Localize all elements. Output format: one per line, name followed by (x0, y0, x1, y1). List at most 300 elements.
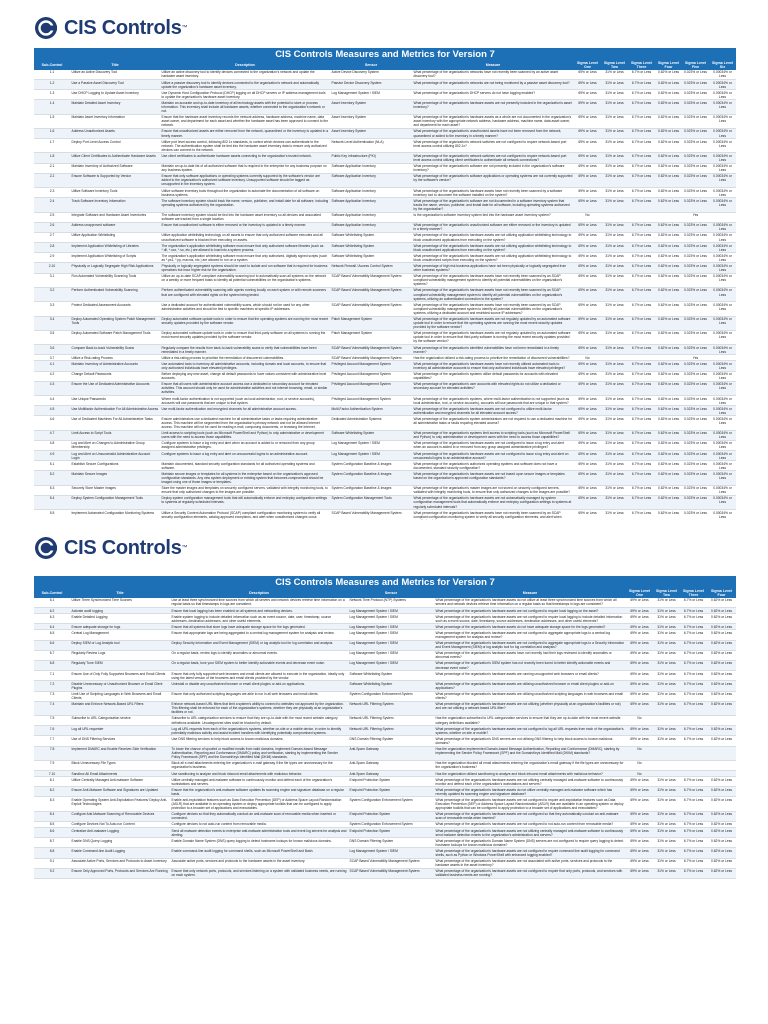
sensor-cell: Passive Device Discovery System (330, 80, 412, 90)
sigma-level-cell: 6.7% or Less (628, 253, 655, 263)
title-cell: Enable Operating System Anti-Exploitation Features/ Deploy Anti-Exploit Technologies (70, 797, 170, 811)
sigma-level-cell: 0.023% or Less (682, 485, 709, 495)
sigma-level-cell: 31% or Less (601, 485, 628, 495)
table-row (34, 736, 736, 746)
sensor-cell: Software Whitelisting System (330, 253, 412, 263)
sigma-level-cell: 6.7% or Less (680, 736, 707, 746)
sigma-level-cell: 69% or Less (574, 302, 601, 316)
sigma-level-cell: 6.7% or Less (628, 273, 655, 287)
sigma-level-cell: 0.62% or Less (655, 253, 682, 263)
sigma-level-cell: 6.7% or Less (628, 263, 655, 273)
sigma-level-cell: 69% or Less (626, 691, 653, 701)
sigma-level-cell: 69% or Less (626, 868, 653, 878)
sigma-level-cell: Yes (682, 212, 709, 222)
sensor-cell: Patch Management System (330, 316, 412, 330)
sub-control-cell: 2.7 (34, 232, 70, 242)
sensor-cell: DNS Domain Filtering System (348, 838, 434, 848)
sigma-level-cell: 0.62% or Less (655, 495, 682, 509)
sigma-level-cell: 69% or Less (574, 243, 601, 253)
sigma-level-cell: 6.7% or Less (680, 848, 707, 858)
title-cell: Enable Detailed Logging (70, 614, 170, 624)
sigma-level-cell: 0.62% or Less (655, 173, 682, 187)
sigma-level-cell: 31% or Less (601, 396, 628, 406)
sigma-level-cell: 6.7% or Less (680, 797, 707, 811)
sigma-level-cell: 6.7% or Less (680, 608, 707, 614)
description-cell: Ensure that only authorized scripting languages are able to run in all web browsers and email clients. (170, 691, 348, 701)
measure-cell: What percentage of the organization's hardware assets do not utilize centrally managed anti-malware software which has recently updated its scanning engine and signature database? (434, 787, 626, 797)
description-cell: Log all URL requests from each of the organization's systems, whether on-site or a mobile device, in order to identify potentially malicious activity and assist incident handlers with identifying potentially compromised systems. (170, 726, 348, 736)
sensor-cell: Software Application Inventory (330, 163, 412, 173)
sensor-cell: SCAP Based Vulnerability Management System (348, 858, 434, 868)
sigma-level-cell: 0.00034% or Less (709, 361, 736, 371)
title-cell: Deploy Automated Software Patch Management Tools (70, 330, 160, 344)
sigma-level-cell: 31% or Less (601, 510, 628, 524)
sub-control-cell: 7.7 (34, 736, 70, 746)
measure-cell: What percentage of the organization's hardware assets are not configured to require anti-exploitation features such as Data Execution Prevention (DEP) or Address Space Layout Randomization (ASLR) that are available in an operating system or deploy appropriate toolkits that can be configured to apply protection to a broader set of applications and executables? (434, 797, 626, 811)
measure-cell: What percentage of the organization's authorized operating systems and software does not have a documented, standard security configuration? (412, 461, 574, 471)
sigma-level-cell: 6.7% or Less (628, 243, 655, 253)
title-cell: Establish Secure Configurations (70, 461, 160, 471)
sigma-level-cell: 0.023% or Less (682, 173, 709, 187)
measure-cell: What percentage of the organization's systems utilize default passwords for accounts with elevated capabilities? (412, 371, 574, 381)
sigma-level-cell: 69% or Less (626, 848, 653, 858)
table-row (34, 70, 736, 80)
sigma-level-cell: 0.00034% or Less (709, 461, 736, 471)
measure-cell: What percentage of the organization's hardware assets are not utilizing application whitelisting technology to block unauthorized applications from executing on the system? (412, 243, 574, 253)
sigma-level-cell (680, 760, 707, 770)
table-row (34, 650, 736, 660)
table-row (34, 100, 736, 114)
sheet-banner: CIS Controls Measures and Metrics for Version 7 (34, 576, 736, 589)
sigma-level-cell: 0.00034% or Less (709, 316, 736, 330)
sigma-level-cell: 0.023% or Less (682, 163, 709, 173)
sigma-level-cell: No (626, 760, 653, 770)
sigma-level-cell: 31% or Less (601, 153, 628, 163)
table-row (34, 797, 736, 811)
sigma-level-cell (601, 212, 628, 222)
sigma-level-cell: 0.62% or Less (655, 128, 682, 138)
sensor-cell: DNS Domain Filtering System (348, 736, 434, 746)
sigma-level-cell: 0.00034% or Less (709, 80, 736, 90)
sigma-level-cell: 31% or Less (653, 598, 680, 608)
sigma-level-cell: 0.62% or Less (707, 787, 736, 797)
sigma-level-cell: 31% or Less (653, 828, 680, 838)
sub-control-cell: 7.8 (34, 746, 70, 760)
sigma-level-cell: 69% or Less (574, 345, 601, 355)
sigma-level-cell: 69% or Less (626, 838, 653, 848)
sigma-level-cell: 0.62% or Less (655, 114, 682, 128)
sigma-level-cell: 0.023% or Less (682, 70, 709, 80)
metrics-table (34, 589, 736, 879)
sheet-page-2 (34, 520, 736, 1024)
sigma-level-cell (680, 715, 707, 725)
table-row (34, 848, 736, 858)
title-cell: Securely Store Master Images (70, 485, 160, 495)
sigma-level-cell: 0.62% or Less (707, 797, 736, 811)
sigma-level-cell: 0.62% or Less (655, 273, 682, 287)
description-cell: Utilize a passive discovery tool to identify devices connected to the organization's network and automatically update the organization's hardware asset inventory. (160, 80, 330, 90)
column-header: Sigma Level Six (709, 61, 736, 70)
sigma-level-cell: 69% or Less (574, 510, 601, 524)
title-cell: Utilize a Risk-rating Process (70, 355, 160, 361)
sigma-level-cell: 31% or Less (601, 253, 628, 263)
description-cell: Physically or logically segregated systems should be used to isolate and run software that is required for business operations but incur higher risk for the organization. (160, 263, 330, 273)
table-row (34, 811, 736, 821)
description-cell: Ensure that appropriate logs are being aggregated to a central log management system for analysis and review. (170, 630, 348, 640)
sub-control-cell: 7.3 (34, 691, 70, 701)
description-cell: The organization's application whitelisting software must ensure that only authorized, digitally signed scripts (such as *.ps1, *.py, macros, etc.) are allowed to run on a system. (160, 253, 330, 263)
table-row (34, 153, 736, 163)
sub-control-cell: 3.4 (34, 316, 70, 330)
sigma-level-cell: 31% or Less (601, 243, 628, 253)
table-row (34, 371, 736, 381)
measure-cell: What percentage of the organization's hardware assets are utilizing unauthorized browser or email client plugins or add-on applications? (434, 681, 626, 691)
sigma-level-cell: 69% or Less (626, 650, 653, 660)
column-header: Description (170, 589, 348, 598)
sub-control-cell: 8.1 (34, 777, 70, 787)
measure-cell: What percentage of the organization's networks are not being monitored by a passive asset discovery tool? (412, 80, 574, 90)
description-cell: Associate active ports, services and protocols to the hardware assets in the asset inventory. (170, 858, 348, 868)
measure-cell: What percentage of the organization's hardware assets as a whole are not documented in the organization's asset inventory with the appropriate network address, hardware address, machine name, data asset owner, and department for each asset? (412, 114, 574, 128)
sigma-level-cell: 31% or Less (653, 650, 680, 660)
sigma-level-cell: 6.7% or Less (628, 381, 655, 395)
column-header: Title (70, 589, 170, 598)
sigma-level-cell (655, 212, 682, 222)
sigma-level-cell: 0.62% or Less (655, 139, 682, 153)
sigma-level-cell: 0.00034% or Less (709, 139, 736, 153)
sub-control-cell: 4.8 (34, 440, 70, 450)
description-cell: Utilize application whitelisting technology on all assets to ensure that only authorized software executes and all unauthorized software is blocked from executing on assets. (160, 232, 330, 242)
description-cell: Before deploying any new asset, change all default passwords to have values consistent with administrative level accounts. (160, 371, 330, 381)
sub-control-cell: 4.9 (34, 451, 70, 461)
sigma-level-cell: 0.00034% or Less (709, 243, 736, 253)
sigma-level-cell: 6.7% or Less (628, 302, 655, 316)
title-cell: Utilize Three Synchronized Time Sources (70, 598, 170, 608)
sigma-level-cell: 0.023% or Less (682, 188, 709, 198)
sub-control-cell: 9.1 (34, 858, 70, 868)
table-row (34, 660, 736, 670)
table-row (34, 302, 736, 316)
sigma-level-cell: 69% or Less (626, 630, 653, 640)
sensor-cell: Active Device Discovery System (330, 70, 412, 80)
sensor-cell: Asset Inventory System (330, 128, 412, 138)
sigma-level-cell: 69% or Less (626, 671, 653, 681)
sub-control-cell: 1.3 (34, 90, 70, 100)
title-cell: Centralize Anti-malware Logging (70, 828, 170, 838)
sub-control-cell: 2.1 (34, 163, 70, 173)
sensor-cell: Log Management System / SIEM (348, 608, 434, 614)
sigma-level-cell: 31% or Less (653, 630, 680, 640)
measure-cell: What percentage of the organization's hardware assets have not recently utilized automated tools to inventory all administrative accounts to ensure that only authorized individuals have elevated privileges? (412, 361, 574, 371)
sigma-level-cell: 0.023% or Less (682, 253, 709, 263)
measure-cell: What percentage of the organization's hardware assets have not recently been scanned by an SCAP compliant vulnerability management system to identify all potential vulnerabilities on the organization's systems? (412, 273, 574, 287)
sigma-level-cell: 0.62% or Less (707, 681, 736, 691)
sigma-level-cell (709, 212, 736, 222)
sigma-level-cell: 0.62% or Less (655, 222, 682, 232)
sensor-cell: Asset Inventory System (330, 100, 412, 114)
sigma-level-cell: 31% or Less (601, 100, 628, 114)
title-cell: Log and Alert on Changes to Administrative Group Membership (70, 440, 160, 450)
sigma-level-cell: 0.023% or Less (682, 302, 709, 316)
measure-cell: What percentage of the organization's hardware assets do not have adequate storage space for the logs generated? (434, 624, 626, 630)
table-row (34, 598, 736, 608)
table-row (34, 858, 736, 868)
sigma-level-cell: 0.62% or Less (707, 691, 736, 701)
sigma-level-cell: 0.62% or Less (655, 451, 682, 461)
title-cell: Central Log Management (70, 630, 170, 640)
measure-cell: What percentage of the organization's hardware assets are not configured to aggregate appropriate logs to a Security Information and Event Management (SIEM) or log analytic tool for log correlation and analysis? (435, 641, 625, 650)
sigma-level-cell: 0.00034% or Less (709, 173, 736, 187)
sigma-level-cell: 31% or Less (601, 451, 628, 461)
table-body (34, 70, 736, 524)
title-cell: Use a Passive Asset Discovery Tool (70, 80, 160, 90)
table-header-row (34, 61, 736, 70)
table-row (34, 430, 736, 440)
sigma-level-cell: 0.62% or Less (707, 701, 736, 715)
table-header-row (34, 589, 736, 598)
sensor-cell: Endpoint Protection System (348, 811, 434, 821)
sensor-cell: SCAP Based Vulnerability Management System (330, 355, 412, 361)
sigma-level-cell: 69% or Less (574, 114, 601, 128)
sigma-level-cell: 69% or Less (626, 821, 653, 827)
description-cell: Use a dedicated account for authenticated vulnerability scans, which should not be used for any other administrative activities and should be tied to specific machines at specific IP addresses. (160, 302, 330, 316)
sigma-level-cell: 0.62% or Less (707, 838, 736, 848)
sub-control-cell: 4.4 (34, 396, 70, 406)
sensor-cell: Software Whitelisting System (330, 243, 412, 253)
sigma-level-cell: 6.7% or Less (628, 461, 655, 471)
sub-control-cell: 7.6 (34, 726, 70, 736)
sigma-level-cell: 6.7% or Less (628, 396, 655, 406)
sigma-level-cell: 69% or Less (574, 70, 601, 80)
table-row (34, 485, 736, 495)
measure-cell: What percentage of the organization's hardware assets have not recently been scanned by a software inventory tool to document the software installed on the system? (412, 188, 574, 198)
measure-cell: What percentage of the organization's hardware assets are not configured to aggregate appropriate logs to a central log management system for analysis and review? (434, 630, 626, 640)
sub-control-cell: 7.4 (34, 701, 70, 715)
sigma-level-cell: 0.023% or Less (682, 222, 709, 232)
title-cell: Compare Back-to-back Vulnerability Scans (70, 345, 160, 355)
sigma-level-cell: 0.023% or Less (682, 90, 709, 100)
sigma-level-cell: 69% or Less (626, 787, 653, 797)
sigma-level-cell: 0.62% or Less (655, 440, 682, 450)
sensor-cell: Software Whitelisting System (348, 671, 434, 681)
description-cell: Maintain an accurate and up-to-date inventory of all technology assets with the potential to store or process information. This inventory shall include all hardware assets, whether connected to the organization's network or not. (160, 100, 330, 114)
sigma-level-cell: 6.7% or Less (628, 430, 655, 440)
sigma-level-cell: 0.00034% or Less (709, 287, 736, 301)
title-cell: Implement Automated Configuration Monitoring Systems (70, 510, 160, 524)
sigma-level-cell: 0.023% or Less (682, 440, 709, 450)
sigma-level-cell: 0.62% or Less (707, 608, 736, 614)
description-cell: Regularly compare the results from back-to-back vulnerability scans to verify that vulnerabilities have been remediated in a timely manner. (160, 345, 330, 355)
title-cell: Physically or Logically Segregate High Risk Applications (70, 263, 160, 273)
title-cell: Configure Anti-Malware Scanning of Removable Devices (70, 811, 170, 821)
sensor-cell: Privileged Account Management System (330, 371, 412, 381)
title-cell: Sandbox All Email Attachments (70, 771, 170, 777)
sigma-level-cell: 69% or Less (574, 381, 601, 395)
sigma-level-cell: 0.00034% or Less (709, 416, 736, 430)
sigma-level-cell: 31% or Less (653, 614, 680, 624)
sub-control-cell: 4.6 (34, 416, 70, 430)
measure-cell: Is the organization's software inventory system tied into the hardware asset inventory system? (412, 212, 574, 222)
sub-control-cell: 2.10 (34, 263, 70, 273)
sigma-level-cell: 0.00034% or Less (709, 253, 736, 263)
table-row (34, 287, 736, 301)
sub-control-cell: 2.8 (34, 243, 70, 253)
table-row (34, 273, 736, 287)
sigma-level-cell: 6.7% or Less (628, 406, 655, 416)
title-cell: Maintain Inventory of Authorized Software (70, 163, 160, 173)
sigma-level-cell: 0.62% or Less (707, 671, 736, 681)
description-cell: Use at least three synchronized time sources from which all servers and network devices retrieve time information on a regular basis so that timestamps in logs are consistent. (170, 598, 348, 608)
description-cell: Use sandboxing to analyze and block inbound email attachments with malicious behavior. (170, 771, 348, 777)
sigma-level-cell: 31% or Less (653, 797, 680, 811)
description-cell: Perform authenticated vulnerability scanning with agents running locally on each system or with remote scanners that are configured with elevated rights on the system being tested. (160, 287, 330, 301)
measure-cell: What percentage of the organization's network switches are not configured to require network-based port level access control utilizing 802.1x? (412, 139, 574, 153)
sigma-level-cell: 0.00034% or Less (709, 114, 736, 128)
sub-control-cell: 1.6 (34, 128, 70, 138)
title-cell: Configure Devices Not To Auto-run Content (70, 821, 170, 827)
column-header: Sigma Level One (574, 61, 601, 70)
sigma-level-cell: 31% or Less (653, 838, 680, 848)
measure-cell: What percentage of the organization's master images are not stored on securely configured servers, validated with integrity monitoring tools, to ensure that only authorized changes to the images are possible? (412, 485, 574, 495)
description-cell: Use client certificates to authenticate hardware assets connecting to the organization's trusted network. (160, 153, 330, 163)
sigma-level-cell: 31% or Less (601, 163, 628, 173)
description-cell: Use Dynamic Host Configuration Protocol (DHCP) logging on all DHCP servers or IP address management tools to update the organization's hardware asset inventory. (160, 90, 330, 100)
column-header: Sub-Control (34, 589, 70, 598)
sub-control-cell: 3.1 (34, 273, 70, 287)
measure-cell: Has the organization implemented Domain-based Message Authentication, Reporting and Conformance (DMARC), starting by implementing the Sender Policy Framework (SPF) and the DomainKeys Identified Mail (DKIM) standards? (434, 746, 626, 760)
sub-control-cell: 4.3 (34, 381, 70, 395)
sub-control-cell: 2.4 (34, 198, 70, 212)
sub-control-cell: 2.6 (34, 222, 70, 232)
sigma-level-cell: 6.7% or Less (628, 114, 655, 128)
table-row (34, 396, 736, 406)
sensor-cell: Endpoint Protection System (348, 777, 434, 787)
measure-cell: What percentage of the organization's hardware assets do not utilize at least three synchronized time sources from which all servers and network devices retrieve time information on a regular basis so that timestamps in logs are consistent? (434, 598, 626, 608)
sigma-level-cell: 0.00034% or Less (709, 381, 736, 395)
title-cell: Log all URL requester (70, 726, 170, 736)
sensor-cell: SCAP Based Vulnerability Management System (348, 868, 434, 878)
title-cell: Use of DNS Filtering Services (70, 736, 170, 746)
sigma-level-cell: 69% or Less (574, 188, 601, 198)
sensor-cell: Network Firewall / Access Control System (330, 263, 412, 273)
sensor-cell: SCAP Based Vulnerability Management System (330, 302, 412, 316)
sigma-level-cell: 0.023% or Less (682, 153, 709, 163)
measure-cell: What percentage of the organization's unauthorized assets have not been removed from the network, quarantined or added to the inventory in a timely manner? (412, 128, 574, 138)
measure-cell: What percentage of the organization's software are not presently included in the organization's software inventory? (412, 163, 574, 173)
sigma-level-cell: 6.7% or Less (628, 198, 655, 212)
sensor-cell: SCAP Based Vulnerability Management System (330, 345, 412, 355)
brand-name: CIS Controls (64, 16, 182, 39)
column-header: Sigma Level Two (601, 61, 628, 70)
sensor-cell: Software Application Inventory (330, 222, 412, 232)
sigma-level-cell: 69% or Less (574, 461, 601, 471)
title-cell: Use of Dedicated Machines For All Administrative Tasks (70, 416, 160, 430)
sub-control-cell: 3.2 (34, 287, 70, 301)
description-cell: Deploy automated software update tools in order to ensure that the operating systems are running the most recent security updates provided by the software vendor. (160, 316, 330, 330)
sigma-level-cell: 0.62% or Less (655, 510, 682, 524)
sigma-level-cell: 0.62% or Less (707, 777, 736, 787)
table-row (34, 128, 736, 138)
measure-cell: What percentage of the organization's systems, where multi-factor authentication is not supported (such as local administrator, root, or service accounts), accounts will use passwords that are unique to that system? (412, 396, 574, 406)
description-cell: Deploy system configuration management tools that will automatically enforce and redeploy configuration settings to systems at regularly scheduled intervals. (160, 495, 330, 509)
measure-cell: What percentage of the organization's hardware assets are not utilizing centrally managed anti-malware software to continuously monitor and defend each of the organization's workstations and servers? (434, 777, 626, 787)
sensor-cell: Log Management System / SIEM (330, 440, 412, 450)
sigma-level-cell: 6.7% or Less (628, 287, 655, 301)
table-row (34, 440, 736, 450)
sub-control-cell: 4.5 (34, 406, 70, 416)
measure-cell: What percentage of the organization's hardware assets are not configured to log all URL requests from each of the organization's systems, whether on site or mobile? (434, 726, 626, 736)
measure-cell: What percentage of the organization's hardware assets are not configured to require that only ports, protocols, and services with validated business needs are running? (434, 868, 626, 878)
description-cell: Ensure that only fully supported web browsers and email clients are allowed to execute in the organization, ideally only using the latest version of the browsers and email clients provided by the vendor. (170, 671, 348, 681)
sigma-level-cell: 6.7% or Less (680, 681, 707, 691)
table-row (34, 726, 736, 736)
sub-control-cell: 3.5 (34, 330, 70, 344)
sensor-cell: Multi-Factor Authentication System (330, 406, 412, 416)
title-cell: Block Unnecessary File Types (70, 760, 170, 770)
sigma-level-cell: 0.00034% or Less (709, 495, 736, 509)
sigma-level-cell: 31% or Less (653, 608, 680, 614)
sigma-level-cell: 0.62% or Less (707, 598, 736, 608)
sigma-level-cell: 0.00034% or Less (709, 510, 736, 524)
sigma-level-cell: 6.7% or Less (680, 858, 707, 868)
sigma-level-cell: 0.62% or Less (655, 287, 682, 301)
sensor-cell: Log Management System / SIEM (330, 451, 412, 461)
sigma-level-cell: 0.62% or Less (655, 70, 682, 80)
sigma-level-cell: 31% or Less (601, 316, 628, 330)
title-cell: Disable Unnecessary or Unauthorized Browser or Email Client Plugins (70, 681, 170, 691)
table-row (34, 173, 736, 187)
measure-cell: What percentage of the organization's user accounts with elevated rights do not utilize a dedicated or secondary account for elevated activities? (412, 381, 574, 395)
sigma-level-cell: 31% or Less (653, 681, 680, 691)
sub-control-cell: 7.1 (34, 671, 70, 681)
title-cell: Subscribe to URL Categorization service (70, 715, 170, 725)
metrics-table (34, 61, 736, 524)
description-cell: Deploy automated software update tools in order to ensure that third-party software on all systems is running the most recent security updates provided by the software vendor. (160, 330, 330, 344)
sigma-level-cell: 0.62% or Less (655, 381, 682, 395)
title-cell: Deploy System Configuration Management Tools (70, 495, 160, 509)
title-cell: Utilize Software Inventory Tools (70, 188, 160, 198)
sigma-level-cell: 31% or Less (653, 811, 680, 821)
measure-cell: What percentage of the organization's hardware assets have not recently been scanned by an SCAP compliant configuration monitoring system to verify all security configuration elements, and alert when (412, 510, 574, 524)
sensor-cell: SCAP Based Vulnerability Management System (330, 287, 412, 301)
sigma-level-cell: 0.023% or Less (682, 243, 709, 253)
sigma-level-cell: 0.00034% or Less (709, 430, 736, 440)
measure-cell: What percentage of the organization's hardware assets are not configured to require local logging to include detailed information such as a event source, date, timestamp, source addresses, destination addresses, and other useful elements? (434, 614, 626, 624)
sigma-level-cell: 69% or Less (574, 495, 601, 509)
sigma-level-cell: 0.023% or Less (682, 451, 709, 461)
sub-control-cell: 8.4 (34, 811, 70, 821)
sigma-level-cell: 0.023% or Less (682, 100, 709, 114)
title-cell: Implement DMARC and Enable Receiver-Side Verification (70, 746, 170, 760)
sigma-level-cell: 6.7% or Less (680, 701, 707, 715)
sigma-level-cell: 6.7% or Less (628, 222, 655, 232)
title-cell: Maintain Inventory of Administrative Accounts (70, 361, 160, 371)
sigma-level-cell: 69% or Less (626, 598, 653, 608)
measure-cell: What percentage of the organization's hardware assets have not recently had their logs reviewed to identify anomalies or abnormal events? (434, 650, 626, 660)
sub-control-cell: 1.2 (34, 80, 70, 90)
column-header: Sensor (330, 61, 412, 70)
measure-cell: What percentage of the organization's hardware assets are not regularly updated by an automated software update tool in order to ensure that the operating systems are running the most recent security updates provided by the software vendor? (412, 316, 574, 330)
table-row (34, 80, 736, 90)
sub-control-cell: 5.4 (34, 495, 70, 509)
measure-cell: Has the organization subscribed to URL categorization services to ensure that they are up-to-date with the most recent website category definitions available? (434, 715, 626, 725)
brand-trademark: ™ (181, 545, 188, 551)
measure-cell: What percentage of the organization's software are not documented in a software inventory system that tracks the name, version, publisher, and install date for all software, including operating systems authorized by the organization? (412, 198, 574, 212)
sigma-level-cell: 31% or Less (601, 188, 628, 198)
table-row (34, 114, 736, 128)
sigma-level-cell: 0.00034% or Less (709, 263, 736, 273)
sigma-level-cell: 0.00034% or Less (709, 198, 736, 212)
